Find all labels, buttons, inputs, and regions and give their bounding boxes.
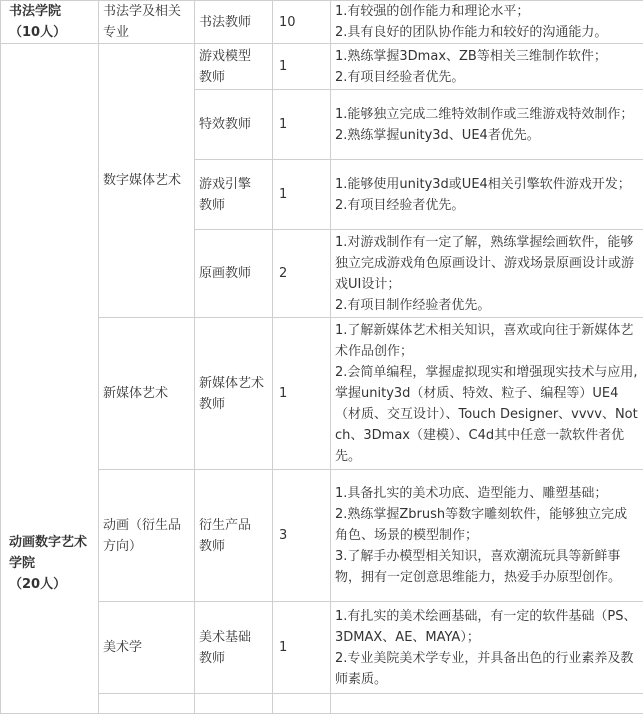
count-cell: 2 [273,230,331,318]
requirement-line: 2.专业美院美术学专业，并具备出色的行业素养及教师素质。 [335,648,639,690]
count-cell [273,694,331,714]
requirement-line: 1.能够独立完成二维特效制作或三维游戏特效制作； [335,104,639,125]
requirements-cell [331,90,643,160]
position-line: 教师 [199,536,268,557]
requirement-line: 2.会简单编程，掌握虚拟现实和增强现实技术与应用,掌握unity3d（材质、特效、粒子、编程等）UE4（材质、交互设计）、Touch Designer、vvvv、Notch、3Dmax（建模）、C4d其中任意一款软件者优先。 [335,362,639,467]
requirements-cell [331,44,643,90]
requirements-cell [331,230,643,318]
position-cell [195,1,273,44]
position-line: 教师 [199,648,268,669]
requirement-line: 1.能够使用unity3d或UE4相关引擎软件游戏开发； [335,174,639,195]
requirements-cell [331,318,643,470]
requirements-cell [331,1,643,44]
position-cell [195,160,273,230]
count-cell: 1 [273,602,331,694]
position-line: 游戏引擎 [199,174,268,195]
position-cell [195,470,273,602]
college-count: （10人） [9,22,94,43]
major-line: 动画（衍生品 [103,515,190,536]
requirements-cell [331,160,643,230]
position-cell [195,602,273,694]
position-line: 美术基础 [199,627,268,648]
requirement-line: 3.了解手办模型相关知识，喜欢潮流玩具等新鲜事物，拥有一定创意思维能力，热爱手办原型创作。 [335,546,639,588]
position-cell [195,230,273,318]
requirement-line: 2.有项目制作经验者优先。 [335,295,639,316]
position-line: 教师 [199,195,268,216]
count-cell: 3 [273,470,331,602]
major-line: 新媒体艺术 [103,383,190,404]
requirement-line: 2.具有良好的团队协作能力和较好的沟通能力。 [335,22,639,43]
requirement-line: 1.了解新媒体艺术相关知识，喜欢或向往于新媒体艺术作品创作； [335,320,639,362]
major-cell [99,470,195,602]
position-line: 教师 [199,67,268,88]
requirement-line: 1.有扎实的美术绘画基础，有一定的软件基础（PS、3DMAX、AE、MAYA）； [335,606,639,648]
college-count: （20人） [9,574,94,595]
position-line: 衍生产品 [199,515,268,536]
college-name: 动画数字艺术 [9,532,94,553]
college-name: 书法学院 [9,1,94,22]
position-line: 教师 [199,394,268,415]
position-line: 游戏模型 [199,46,268,67]
count-cell: 1 [273,318,331,470]
major-cell [99,602,195,694]
major-cell [99,318,195,470]
requirement-line: 2.熟练掌握Zbrush等数字雕刻软件，能够独立完成角色、场景的模型制作； [335,504,639,546]
major-line: 方向） [103,536,190,557]
position-line: 新媒体艺术 [199,373,268,394]
college-cell [1,1,99,44]
major-cell [99,44,195,318]
major-line: 专业 [103,22,190,43]
requirements-cell [331,470,643,602]
table-row [1,44,643,90]
table-row [1,1,643,44]
college-cell [1,44,99,714]
position-line: 特效教师 [199,114,268,135]
requirements-cell [331,694,643,714]
position-cell [195,318,273,470]
position-cell [195,44,273,90]
college-name: 学院 [9,553,94,574]
requirement-line: 1.熟练掌握3Dmax、ZB等相关三维制作软件； [335,46,639,67]
requirement-line: 1.对游戏制作有一定了解，熟练掌握绘画软件，能够独立完成游戏角色原画设计、游戏场景原画设计或游戏UI设计； [335,232,639,295]
count-cell: 10 [273,1,331,44]
major-line: 数字媒体艺术 [103,170,190,191]
position-line: 原画教师 [199,263,268,284]
requirements-cell [331,602,643,694]
major-cell [99,694,195,714]
position-cell [195,694,273,714]
position-line: 书法教师 [199,12,268,33]
requirement-line: 1.有较强的创作能力和理论水平； [335,1,639,22]
position-cell [195,90,273,160]
major-line: 美术学 [103,637,190,658]
count-cell: 1 [273,160,331,230]
major-line: 书法学及相关 [103,1,190,22]
requirement-line: 2.有项目经验者优先。 [335,67,639,88]
count-cell: 1 [273,90,331,160]
requirement-line: 2.有项目经验者优先。 [335,195,639,216]
count-cell: 1 [273,44,331,90]
major-cell [99,1,195,44]
requirement-line: 2.熟练掌握unity3d、UE4者优先。 [335,125,639,146]
requirement-line: 1.具备扎实的美术功底、造型能力、雕塑基础； [335,483,639,504]
